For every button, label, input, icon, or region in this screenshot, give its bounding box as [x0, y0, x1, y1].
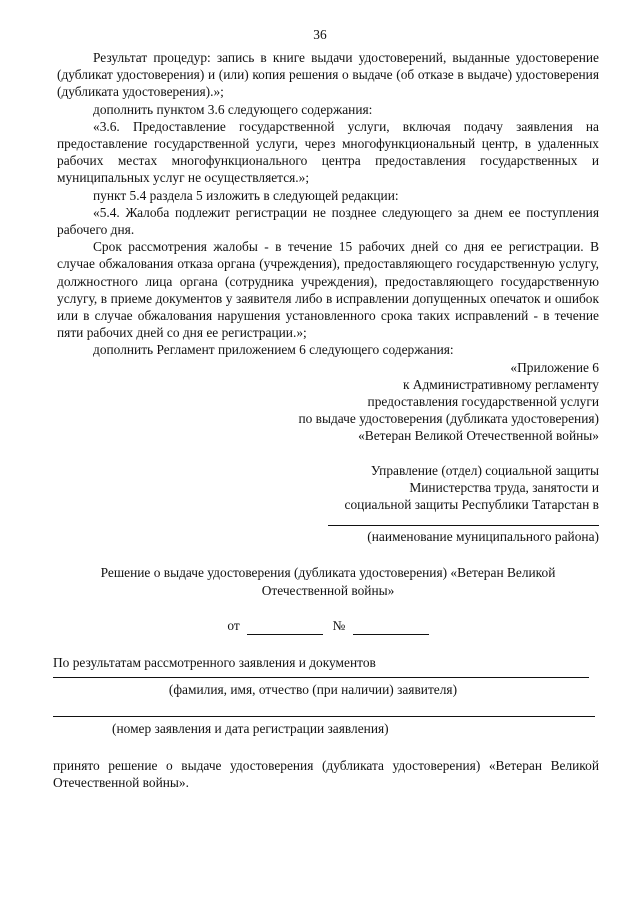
page-number: 36 [313, 27, 327, 42]
authority-block [57, 462, 599, 514]
decision-title [57, 564, 599, 598]
municipality-blank-line [328, 525, 599, 526]
number-label: № [332, 617, 346, 633]
closing-text: принято решение о выдаче удостоверения (дубликата удостоверения) «Ветеран Великой Отечественной войны». [53, 757, 599, 790]
appendix-header-line: «Приложение 6 [510, 359, 599, 375]
paragraph-5-4-intro: пункт 5.4 раздела 5 изложить в следующей редакции: [93, 187, 399, 203]
municipality-caption: (наименование муниципального района) [367, 529, 599, 545]
paragraph-add-3-6: дополнить пунктом 3.6 следующего содержания: [93, 101, 373, 117]
paragraph-3-6-text: «3.6. Предоставление государственной услуги, включая подачу заявления на предоставление государственной услуги, через многофункциональный центр, в удаленных рабочих местах многофункционального центра предоставления государственных и муниципальных услуг не осуществляется.»; [57, 118, 599, 186]
paragraph-5-4-text: «5.4. Жалоба подлежит регистрации не позднее следующего за днем ее поступления рабочего дня. [57, 204, 599, 238]
application-caption: (номер заявления и дата регистрации заявления) [112, 720, 389, 736]
application-blank-line [53, 716, 595, 717]
paragraph-complaint-term: Срок рассмотрения жалобы - в течение 15 рабочих дней со дня ее регистрации. В случае обжалования отказа органа (учреждения), предоставляющего государственную услугу, должностного лица органа (сотрудника учреждения), предоставляющего государственную услугу, в приеме документов у заявителя либо в исправлении допущенных опечаток и ошибок или в случае обжалования нарушения установленного срока таких исправлений - в течение пяти рабочих дней со дня ее регистрации.»; [57, 239, 599, 341]
date-blank [247, 617, 323, 635]
authority-line: Управление (отдел) социальной защиты [370, 462, 599, 478]
authority-line: социальной защиты Республики Татарстан в [344, 497, 599, 513]
paragraph-procedure-result: Результат процедур: запись в книге выдачи удостоверений, выданные удостоверение (дубликат удостоверения) и (или) копия решения о выдаче (об отказе в выдаче) удостоверения (дубликата удостоверения).»; [57, 50, 599, 100]
number-blank [353, 617, 429, 635]
results-line: По результатам рассмотренного заявления и документов [53, 655, 376, 671]
appendix-header-line: «Ветеран Великой Отечественной войны» [358, 428, 599, 444]
appendix-header-line: предоставления государственной услуги [367, 394, 599, 410]
decision-title-line2: Отечественной войны» [261, 582, 395, 598]
appendix-header-line: по выдаче удостоверения (дубликата удостоверения) [298, 411, 599, 427]
decision-title-line1: Решение о выдаче удостоверения (дубликата удостоверения) «Ветеран Великой [100, 565, 556, 581]
paragraph-add-appendix: дополнить Регламент приложением 6 следующего содержания: [93, 342, 454, 358]
appendix-header [57, 359, 599, 445]
date-number-line [57, 617, 599, 635]
date-label: от [227, 617, 240, 633]
applicant-caption: (фамилия, имя, отчество (при наличии) заявителя) [168, 682, 458, 698]
authority-line: Министерства труда, занятости и [409, 479, 599, 495]
applicant-blank-line [53, 677, 589, 678]
document-body [53, 49, 599, 791]
appendix-header-line: к Административному регламенту [402, 376, 599, 392]
